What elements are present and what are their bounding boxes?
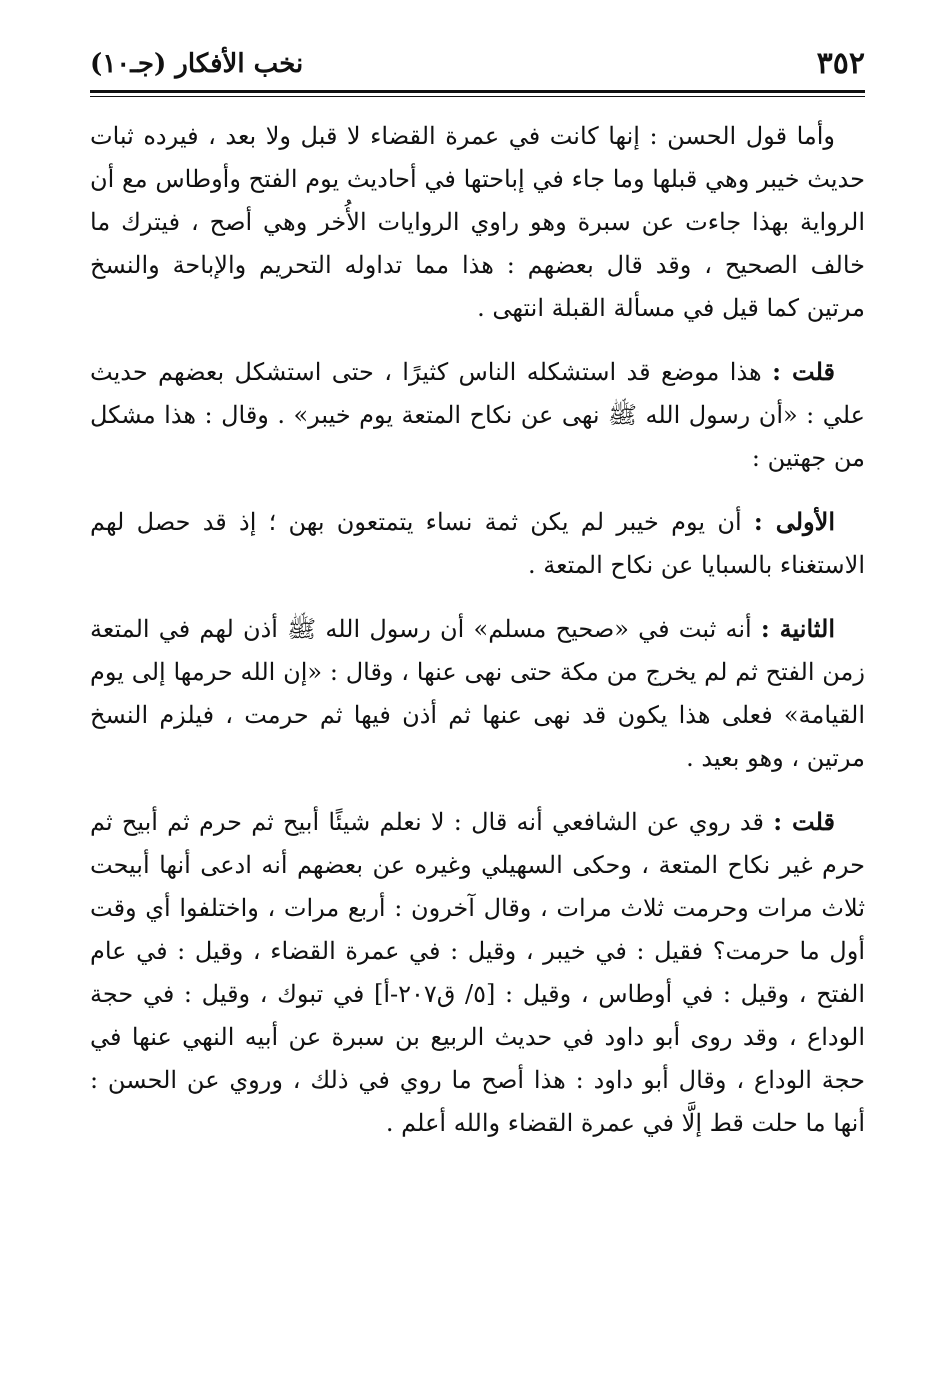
paragraph-text: وأما قول الحسن : إنها كانت في عمرة القضاء لا قبل ولا بعد ، فيرده ثبات حديث خيبر وهي قبلها وما جاء في إباحتها في أحاديث يوم الفتح وأوطاس مع أن الرواية بهذا جاءت عن سبرة وهو راوي الروايات الأُخر وهي أصح ، فيترك ما خالف الصحيح ، وقد قال بعضهم : هذا مما تداوله التحريم والإباحة والنسخ مرتين كما قيل في مسألة القبلة انتهى . <box>90 122 865 322</box>
paragraph-text: أنه ثبت في «صحيح مسلم» أن رسول الله ﷺ أذن لهم في المتعة زمن الفتح ثم لم يخرج من مكة حتى نهى عنها ، وقال : «إن الله حرمها إلى يوم القيامة» فعلى هذا يكون قد نهى عنها ثم أذن فيها ثم حرمت ، فيلزم النسخ مرتين ، وهو بعيد . <box>90 615 865 772</box>
paragraph <box>90 115 865 330</box>
paragraph <box>90 500 865 587</box>
paragraph <box>90 800 865 1145</box>
body-text <box>90 115 865 1145</box>
paragraph-text: قد روي عن الشافعي أنه قال : لا نعلم شيئًا أبيح ثم حرم ثم أبيح ثم حرم غير نكاح المتعة ، وحكى السهيلي وغيره عن بعضهم أنه ادعى أنها أبيحت ثلاث مرات وحرمت ثلاث مرات ، وقال آخرون : أربع مرات ، واختلفوا أي وقت أول ما حرمت؟ فقيل : في خيبر ، وقيل : في عمرة القضاء ، وقيل : في عام الفتح ، وقيل : في أوطاس ، وقيل : [٥/ ق٢٠٧-أ] في تبوك ، وقيل : في حجة الوداع ، وقد روى أبو داود في حديث الربيع بن سبرة عن أبيه النهي عنها في حجة الوداع ، وقال أبو داود : هذا أصح ما روي في ذلك ، وروي عن الحسن : أنها ما حلت قط إلَّا في عمرة القضاء والله أعلم . <box>90 808 865 1137</box>
paragraph-lead: قلت : <box>772 357 835 386</box>
running-head <box>90 40 865 88</box>
paragraph-lead: قلت : <box>773 807 836 836</box>
paragraph-lead: الثانية : <box>760 614 835 643</box>
page-number: ٣٥٢ <box>816 46 865 81</box>
paragraph <box>90 607 865 780</box>
header-rule-thick <box>90 90 865 93</box>
book-title: نخب الأفكار (جـ١٠) <box>90 49 304 79</box>
paragraph-lead: الأولى : <box>753 507 835 536</box>
paragraph-text: هذا موضع قد استشكله الناس كثيرًا ، حتى استشكل بعضهم حديث علي : «أن رسول الله ﷺ نهى عن نكاح المتعة يوم خيبر» . وقال : هذا مشكل من جهتين : <box>90 358 865 472</box>
header-rule-thin <box>90 96 865 97</box>
book-page <box>90 40 865 1165</box>
paragraph-text: أن يوم خيبر لم يكن ثمة نساء يتمتعون بهن ؛ إذ قد حصل لهم الاستغناء بالسبايا عن نكاح المتعة . <box>90 508 865 579</box>
paragraph <box>90 350 865 480</box>
